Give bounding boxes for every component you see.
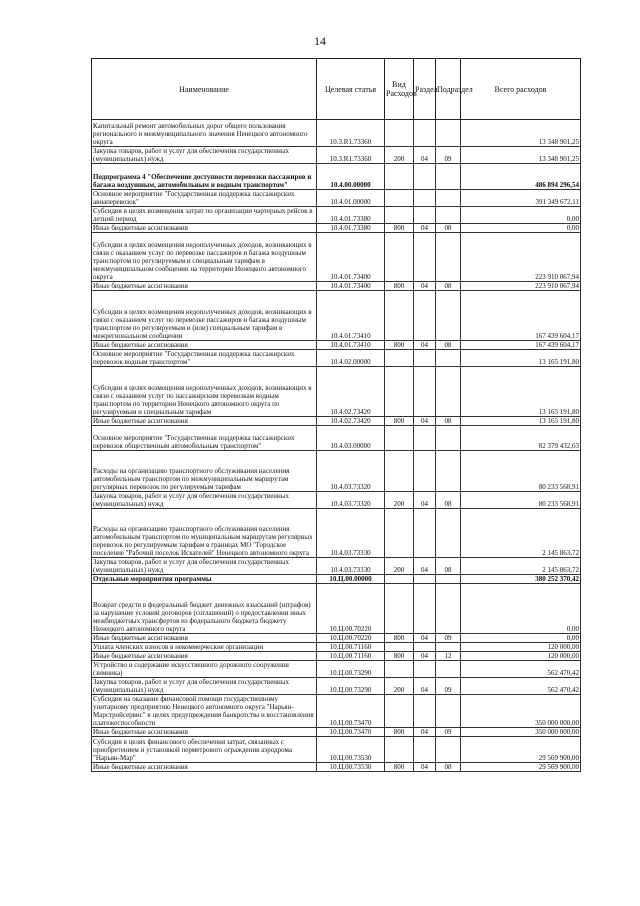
row-name: Субсидии в целях возмещения недополученных доходов, возникающих в связи с оказанием услуг по перевозке пассажиров и багажа воздушным транспортом по регулируемым и специальным тарифам в межмуниципальном сообщении на территории Ненецкого автономного округа	[92, 233, 317, 282]
table-row	[92, 509, 581, 558]
row-section	[414, 120, 436, 147]
row-amount: 29 569 900,00	[461, 737, 581, 763]
page-number: 14	[314, 34, 326, 48]
row-expense-type: 800	[385, 763, 414, 772]
row-expense-type	[385, 233, 414, 282]
row-name: Иные бюджетные ассигнования	[92, 634, 317, 643]
row-expense-type	[385, 190, 414, 207]
row-expense-type	[385, 291, 414, 341]
row-amount: 29 569 900,00	[461, 763, 581, 772]
row-subsection	[436, 207, 461, 224]
row-target-code: 10.4.01.73410	[317, 341, 385, 350]
row-subsection	[436, 509, 461, 558]
row-subsection	[436, 737, 461, 763]
row-target-code: 10.4.01.73400	[317, 233, 385, 282]
row-section	[414, 451, 436, 492]
row-subsection: 08	[436, 763, 461, 772]
row-subsection	[436, 164, 461, 190]
row-section: 04	[414, 282, 436, 291]
row-name: Иные бюджетные ассигнования	[92, 282, 317, 291]
row-subsection	[436, 695, 461, 728]
row-subsection	[436, 350, 461, 367]
row-subsection: 08	[436, 341, 461, 350]
row-amount: 82 379 432,63	[461, 426, 581, 451]
row-section	[414, 233, 436, 282]
row-expense-type: 200	[385, 678, 414, 695]
table-row	[92, 367, 581, 417]
row-name: Субсидии в целях возмещения недополученных доходов, возникающих в связи с оказанием услуг по перевозке пассажиров и багажа воздушным транспортом по регулируемым и (или) специальным тарифам в межрегиональном сообщении	[92, 291, 317, 341]
row-amount: 380 252 370,42	[461, 575, 581, 584]
row-subsection: 09	[436, 147, 461, 164]
row-amount: 350 000 000,00	[461, 695, 581, 728]
row-name: Субсидия в целях финансового обеспечения затрат, связанных с приобретением и установкой перметрового ограждения аэродрома "Нарьян-Мар"	[92, 737, 317, 763]
row-subsection	[436, 233, 461, 282]
table-row	[92, 728, 581, 737]
row-target-code: 10.Ц.00.71160	[317, 643, 385, 652]
table-row	[92, 291, 581, 341]
table-row	[92, 643, 581, 652]
row-subsection: 08	[436, 282, 461, 291]
row-subsection: 09	[436, 728, 461, 737]
table-row	[92, 224, 581, 233]
row-section	[414, 575, 436, 584]
row-amount: 13 348 901,25	[461, 147, 581, 164]
row-section	[414, 695, 436, 728]
table-row	[92, 233, 581, 282]
row-target-code: 10.Ц.00.73530	[317, 737, 385, 763]
row-expense-type	[385, 451, 414, 492]
row-name: Субсидия в целях возмещения затрат по организации чартерных рейсов в летний период	[92, 207, 317, 224]
table-row	[92, 282, 581, 291]
row-expense-type: 200	[385, 147, 414, 164]
row-name: Основное мероприятие "Государственная поддержка пассажирских авиаперевозок"	[92, 190, 317, 207]
row-expense-type: 200	[385, 492, 414, 509]
row-name: Устройство и содержание искусственного дорожного сооружения (зимника)	[92, 661, 317, 678]
row-amount: 562 470,42	[461, 678, 581, 695]
table-row	[92, 341, 581, 350]
row-amount: 0,00	[461, 584, 581, 634]
row-section	[414, 190, 436, 207]
row-section: 04	[414, 678, 436, 695]
row-amount: 562 470,42	[461, 661, 581, 678]
row-amount: 223 910 067,94	[461, 282, 581, 291]
row-target-code: 10.4.02.73420	[317, 367, 385, 417]
row-subsection	[436, 120, 461, 147]
row-amount: 13 165 191,80	[461, 350, 581, 367]
row-section	[414, 291, 436, 341]
row-amount: 13 348 901,25	[461, 120, 581, 147]
row-name: Подпрограмма 4 "Обеспечение доступности перевозки пассажиров и багажа воздушным, автомобильным и водным транспортом"	[92, 164, 317, 190]
row-subsection	[436, 426, 461, 451]
row-expense-type	[385, 350, 414, 367]
row-name: Расходы на организацию транспортного обслуживания населения автомобильным транспортом по межмуниципальным маршрутам регулярных перевозок по регулируемым тарифам	[92, 451, 317, 492]
row-target-code: 10.Ц.00.70220	[317, 584, 385, 634]
table-row	[92, 417, 581, 426]
row-section	[414, 350, 436, 367]
row-expense-type	[385, 207, 414, 224]
row-expense-type	[385, 584, 414, 634]
row-subsection: 08	[436, 558, 461, 575]
row-amount: 13 165 191,80	[461, 417, 581, 426]
row-target-code: 10.3.R1.73360	[317, 147, 385, 164]
row-amount: 2 145 863,72	[461, 558, 581, 575]
row-subsection: 08	[436, 417, 461, 426]
row-target-code: 10.4.03.73330	[317, 509, 385, 558]
row-target-code: 10.Ц.00.73470	[317, 728, 385, 737]
table-row	[92, 584, 581, 634]
row-target-code: 10.4.01.00000	[317, 190, 385, 207]
row-target-code: 10.4.01.73380	[317, 224, 385, 233]
row-expense-type	[385, 426, 414, 451]
row-target-code: 10.4.03.73330	[317, 558, 385, 575]
header-name: Наименование	[92, 59, 317, 120]
row-target-code: 10.4.03.73320	[317, 492, 385, 509]
row-subsection	[436, 367, 461, 417]
row-expense-type	[385, 661, 414, 678]
row-name: Основное мероприятие "Государственная поддержка пассажирских перевозок общественным автомобильным транспортом"	[92, 426, 317, 451]
table-row	[92, 350, 581, 367]
row-name: Иные бюджетные ассигнования	[92, 417, 317, 426]
row-target-code: 10.4.01.73410	[317, 291, 385, 341]
row-amount: 391 349 672,11	[461, 190, 581, 207]
row-amount: 350 000 000,00	[461, 728, 581, 737]
row-amount: 2 145 863,72	[461, 509, 581, 558]
header-total: Всего расходов	[461, 59, 581, 120]
row-name: Расходы на организацию транспортного обслуживания населения автомобильным транспортом по муниципальным маршрутам регулярных перевозок по регулируемым тарифам в границах МО "Городское поселение "Рабочий поселок Искателей" Ненецкого автономного округа	[92, 509, 317, 558]
row-section: 04	[414, 763, 436, 772]
row-amount: 167 439 604,17	[461, 291, 581, 341]
row-target-code: 10.4.01.73400	[317, 282, 385, 291]
row-expense-type: 200	[385, 558, 414, 575]
row-expense-type	[385, 120, 414, 147]
row-subsection: 08	[436, 224, 461, 233]
table-row	[92, 678, 581, 695]
row-amount: 13 165 191,80	[461, 367, 581, 417]
table-row	[92, 695, 581, 728]
row-amount: 223 910 067,94	[461, 233, 581, 282]
row-subsection	[436, 291, 461, 341]
table-row	[92, 190, 581, 207]
row-subsection	[436, 575, 461, 584]
row-name: Закупка товаров, работ и услуг для обеспечения государственных (муниципальных) нужд	[92, 678, 317, 695]
table-row	[92, 575, 581, 584]
table-row	[92, 426, 581, 451]
row-expense-type: 800	[385, 634, 414, 643]
row-expense-type	[385, 643, 414, 652]
table-row	[92, 763, 581, 772]
row-section: 04	[414, 147, 436, 164]
table-row	[92, 207, 581, 224]
row-section: 04	[414, 224, 436, 233]
row-name: Субсидии в целях возмещения недополученных доходов, возникающих в связи с оказанием услуг по пассажирским перевозкам водным транспортом по территории Ненецкого автономного округа по регулируемым и специальным тарифам	[92, 367, 317, 417]
table-row	[92, 120, 581, 147]
row-target-code: 10.3.R1.73360	[317, 120, 385, 147]
row-target-code: 10.4.00.00000	[317, 164, 385, 190]
row-section	[414, 643, 436, 652]
row-expense-type: 800	[385, 282, 414, 291]
row-amount: 120 000,00	[461, 643, 581, 652]
table-row	[92, 147, 581, 164]
row-subsection	[436, 643, 461, 652]
row-name: Иные бюджетные ассигнования	[92, 341, 317, 350]
row-subsection: 09	[436, 678, 461, 695]
row-name: Капитальный ремонт автомобильных дорог общего пользования регионального и межмуниципального значения Ненецкого автономного округа	[92, 120, 317, 147]
row-section: 04	[414, 728, 436, 737]
row-expense-type	[385, 367, 414, 417]
row-expense-type	[385, 695, 414, 728]
row-target-code: 10.Ц.00.00000	[317, 575, 385, 584]
row-section: 04	[414, 558, 436, 575]
row-subsection	[436, 190, 461, 207]
row-expense-type: 800	[385, 728, 414, 737]
row-amount: 486 894 296,54	[461, 164, 581, 190]
row-name: Возврат средств в федеральный бюджет денежных взысканий (штрафов) за нарушение условий договоров (соглашений) о предоставлении иных межбюджетных трансфертов из федерального бюджета бюджету Ненецкого автономного округа	[92, 584, 317, 634]
row-section	[414, 509, 436, 558]
row-section	[414, 426, 436, 451]
row-target-code: 10.Ц.00.71160	[317, 652, 385, 661]
row-section	[414, 164, 436, 190]
table-header-row	[92, 59, 581, 120]
row-amount: 0,00	[461, 224, 581, 233]
row-amount: 120 000,00	[461, 652, 581, 661]
row-section	[414, 367, 436, 417]
row-target-code: 10.4.03.73320	[317, 451, 385, 492]
row-name: Иные бюджетные ассигнования	[92, 652, 317, 661]
row-name: Закупка товаров, работ и услуг для обеспечения государственных (муниципальных) нужд	[92, 147, 317, 164]
row-target-code: 10.Ц.00.70220	[317, 634, 385, 643]
row-section	[414, 584, 436, 634]
row-section	[414, 207, 436, 224]
row-expense-type	[385, 509, 414, 558]
row-amount: 80 233 568,91	[461, 492, 581, 509]
row-target-code: 10.4.02.00000	[317, 350, 385, 367]
row-section: 04	[414, 634, 436, 643]
row-subsection	[436, 584, 461, 634]
row-section	[414, 661, 436, 678]
row-subsection	[436, 661, 461, 678]
table-row	[92, 652, 581, 661]
row-name: Субсидия на оказание финансовой помощи государственному унитарному предприятию Ненецкого автономного округа "Нарьян-Марстройсервис" в целях предупреждения банкротства и восстановления платежеспособности	[92, 695, 317, 728]
row-name: Закупка товаров, работ и услуг для обеспечения государственных (муниципальных) нужд	[92, 492, 317, 509]
row-target-code: 10.4.03.00000	[317, 426, 385, 451]
header-subsection: Подраздел	[436, 59, 461, 120]
row-name: Основное мероприятие "Государственная поддержка пассажирских перевозок водным транспортом"	[92, 350, 317, 367]
row-expense-type: 800	[385, 341, 414, 350]
table-row	[92, 492, 581, 509]
table-row	[92, 661, 581, 678]
header-section: Раздел	[414, 59, 436, 120]
row-name: Уплата членских взносов в некоммерческие организации	[92, 643, 317, 652]
budget-table	[91, 58, 581, 772]
row-name: Иные бюджетные ассигнования	[92, 224, 317, 233]
row-amount: 0,00	[461, 207, 581, 224]
table-row	[92, 558, 581, 575]
row-target-code: 10.Ц.00.73290	[317, 678, 385, 695]
row-section: 04	[414, 652, 436, 661]
row-target-code: 10.Ц.00.73290	[317, 661, 385, 678]
row-section	[414, 737, 436, 763]
row-target-code: 10.4.01.73380	[317, 207, 385, 224]
row-section: 04	[414, 492, 436, 509]
row-amount: 80 233 568,91	[461, 451, 581, 492]
row-expense-type	[385, 164, 414, 190]
row-name: Иные бюджетные ассигнования	[92, 763, 317, 772]
header-target: Целевая статья	[317, 59, 385, 120]
table-row	[92, 737, 581, 763]
row-section: 04	[414, 341, 436, 350]
row-section: 04	[414, 417, 436, 426]
row-expense-type	[385, 737, 414, 763]
row-name: Иные бюджетные ассигнования	[92, 728, 317, 737]
row-subsection: 08	[436, 492, 461, 509]
table-row	[92, 451, 581, 492]
table-row	[92, 634, 581, 643]
row-subsection	[436, 451, 461, 492]
table-row	[92, 164, 581, 190]
row-target-code: 10.Ц.00.73470	[317, 695, 385, 728]
row-expense-type: 800	[385, 224, 414, 233]
row-name: Закупка товаров, работ и услуг для обеспечения государственных (муниципальных) нужд	[92, 558, 317, 575]
row-expense-type: 800	[385, 652, 414, 661]
row-amount: 0,00	[461, 634, 581, 643]
row-target-code: 10.4.02.73420	[317, 417, 385, 426]
row-target-code: 10.Ц.00.73530	[317, 763, 385, 772]
header-type: Вид Расходов	[385, 59, 414, 120]
row-name: Отдельные мероприятия программы	[92, 575, 317, 584]
row-subsection: 09	[436, 634, 461, 643]
row-subsection: 12	[436, 652, 461, 661]
row-amount: 167 439 604,17	[461, 341, 581, 350]
row-expense-type: 800	[385, 417, 414, 426]
row-expense-type	[385, 575, 414, 584]
